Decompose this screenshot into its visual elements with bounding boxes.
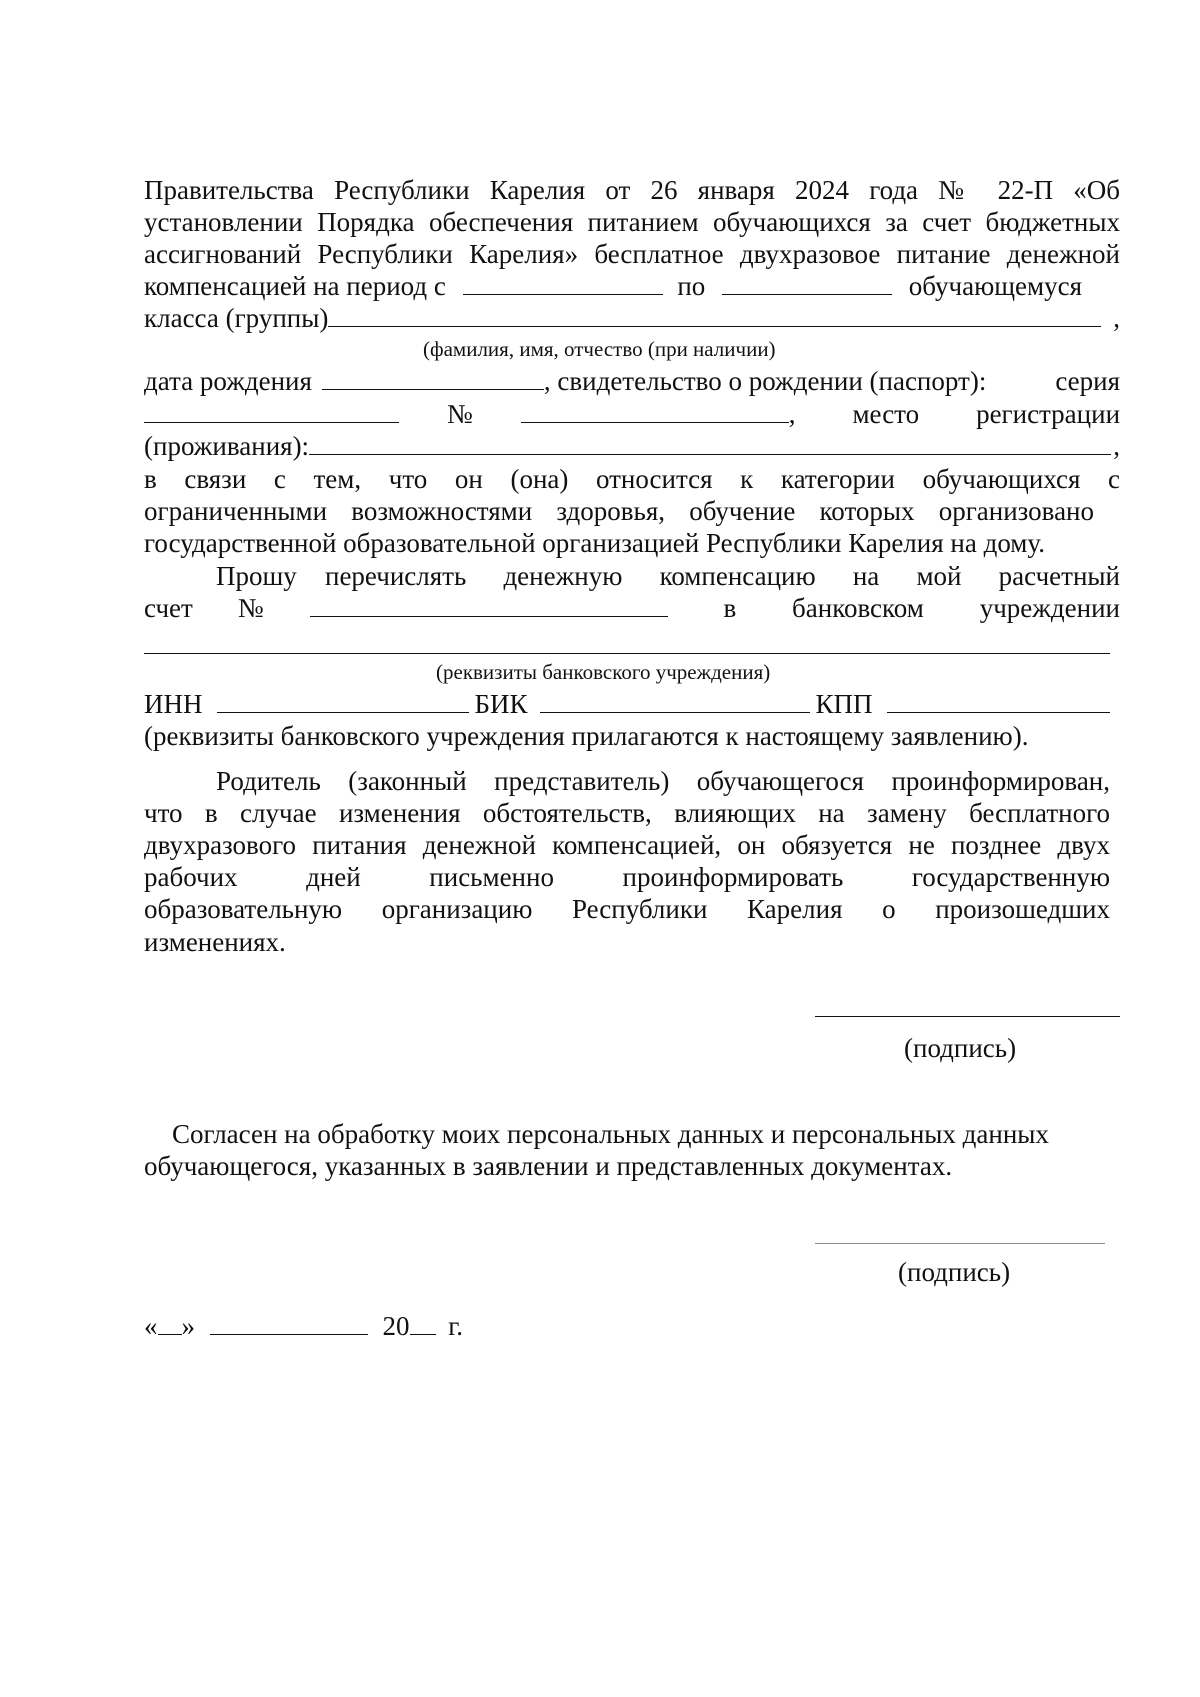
kpp-field[interactable] [887, 688, 1110, 713]
year-field[interactable] [410, 1310, 436, 1335]
institution-label: учреждении [979, 593, 1121, 623]
account-label: счет [144, 593, 193, 623]
document-number-field[interactable] [521, 398, 789, 423]
inn-bik-kpp-line [144, 688, 1110, 720]
fio-caption: (фамилия, имя, отчество (при наличии) [423, 337, 776, 361]
birth-date-line [144, 365, 1120, 397]
request-text: перечислять денежную компенсацию на мой расчетный [325, 561, 1120, 591]
payment-request-line [216, 560, 1120, 592]
bank-details-caption: (реквизиты банковского учреждения) [436, 660, 771, 684]
intro-line-1: Правительства Республики Карелия от 26 января 2024 года № 22-П «Об [144, 175, 1120, 205]
bik-label: БИК [474, 689, 528, 719]
series-number-line [144, 398, 1120, 430]
residence-field[interactable] [309, 430, 1111, 455]
obligation-line-6: изменениях. [144, 927, 286, 957]
obligation-line-4: рабочих дней письменно проинформировать государственную [144, 862, 1110, 892]
inn-field[interactable] [217, 688, 469, 713]
category-line-3: государственной образовательной организацией Республики Карелия на дому. [144, 528, 1045, 558]
intro-line-2: установлении Порядка обеспечения питанием обучающихся за счет бюджетных [144, 207, 1120, 237]
day-quote-open: « [144, 1311, 158, 1341]
certificate-label: , свидетельство о рождении (паспорт): [543, 366, 987, 396]
day-field[interactable] [158, 1310, 182, 1335]
signature-field-1[interactable] [815, 1016, 1120, 1017]
period-to-label: по [677, 271, 706, 301]
residence-line [144, 430, 1120, 462]
attached-note: (реквизиты банковского учреждения прилагаются к настоящему заявлению). [144, 721, 1029, 751]
compensation-period-line [144, 270, 1084, 302]
day-quote-close: » [181, 1311, 195, 1341]
registration-label: регистрации [976, 399, 1121, 429]
consent-line-1: Согласен на обработку моих персональных данных и персональных данных [172, 1119, 1049, 1149]
account-number-field[interactable] [310, 592, 668, 617]
signature-caption-2: (подпись) [898, 1257, 1011, 1287]
category-line-2: ограниченными возможностями здоровья, обучение которых организовано [144, 496, 1094, 526]
series-field[interactable] [144, 398, 399, 423]
place-label: место [852, 399, 920, 429]
account-number-sign: № [237, 593, 264, 623]
consent-line-2: обучающегося, указанных в заявлении и представленных документах. [144, 1151, 953, 1181]
request-word: Прошу [216, 561, 297, 591]
date-line [144, 1310, 463, 1342]
bank-details-field[interactable] [144, 653, 1110, 654]
birth-date-field[interactable] [322, 365, 544, 390]
intro-line-3: ассигнований Республики Карелия» бесплатное двухразовое питание денежной [144, 239, 1120, 269]
account-line [144, 592, 1120, 624]
bik-field[interactable] [540, 688, 810, 713]
series-label: серия [1055, 366, 1120, 396]
obligation-line-3: двухразового питания денежной компенсацией, он обязуется не позднее двух [144, 830, 1110, 860]
class-group-comma: , [1113, 303, 1120, 333]
bank-label: банковском [792, 593, 924, 623]
month-field[interactable] [210, 1310, 368, 1335]
birth-date-label: дата рождения [144, 366, 312, 396]
obligation-line-1: Родитель (законный представитель) обучающегося проинформирован, [216, 766, 1110, 796]
year-prefix: 20 [382, 1311, 410, 1341]
number-comma: , [788, 399, 796, 429]
period-from-label: компенсацией на период с [144, 271, 446, 301]
residence-comma: , [1113, 431, 1120, 461]
period-end-field[interactable] [722, 270, 892, 295]
in-label: в [723, 593, 737, 623]
signature-field-2[interactable] [815, 1243, 1105, 1244]
period-start-field[interactable] [463, 270, 663, 295]
number-sign: № [447, 399, 473, 429]
obligation-line-2: что в случае изменения обстоятельств, влияющих на замену бесплатного [144, 798, 1110, 828]
class-group-line [144, 302, 1120, 334]
signature-caption-1: (подпись) [904, 1033, 1017, 1063]
student-label: обучающемуся [908, 271, 1083, 301]
category-line-1: в связи с тем, что он (она) относится к категории обучающихся с [144, 464, 1120, 494]
inn-label: ИНН [144, 689, 203, 719]
year-suffix: г. [448, 1311, 464, 1341]
residence-label: (проживания): [144, 431, 310, 461]
class-group-label: класса (группы) [144, 303, 329, 333]
kpp-label: КПП [815, 689, 873, 719]
obligation-line-5: образовательную организацию Республики Карелия о произошедших [144, 894, 1110, 924]
student-name-field[interactable] [328, 302, 1101, 327]
